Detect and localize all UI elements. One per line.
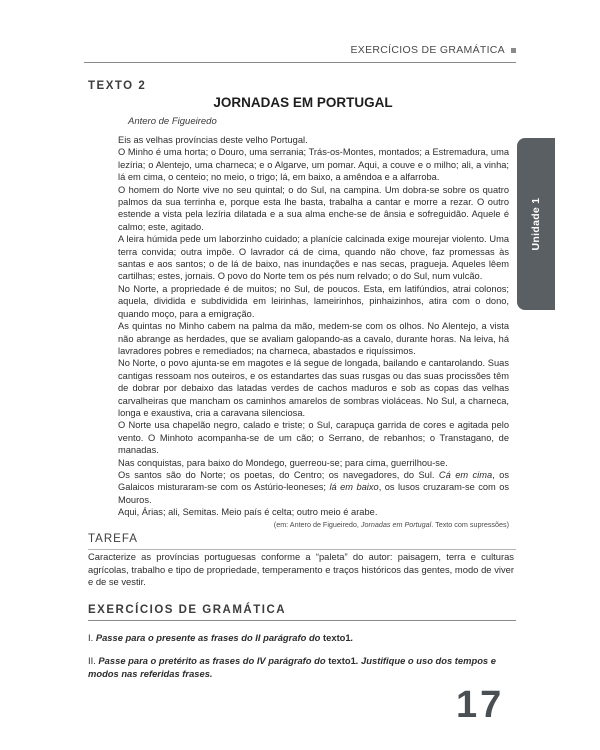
running-header-title: EXERCÍCIOS DE GRAMÁTICA (350, 44, 505, 56)
exercise-1 (88, 632, 518, 645)
citation-book-title: Jornadas em Portugal (360, 520, 432, 529)
paragraph: As quintas no Minho cabem na palma da mão, medem-se com os olhos. No Alentejo, a vista não abrange as herdades, que se avaliam galopando-as a cavalo, durante horas. Na leiva, há lavradores pobres e remediados; na charneca, abastados e riquíssimos. (118, 321, 509, 356)
exercise-2 (88, 655, 518, 680)
paragraph: Eis as velhas províncias deste velho Portugal. (118, 135, 308, 145)
task-text: Caracterize as províncias portuguesas conforme a “paleta” do autor: paisagem, terra e culturas agrícolas, trabalho e tipo de propriedade, temperamento e traços históricos das gentes, modo de viver e de se vestir. (88, 551, 514, 588)
paragraph: O homem do Norte vive no seu quintal; o do Sul, na campina. Um dobra-se sobre os quatro palmos da sua terrinha e, porque esta lhe basta, trabalha a cantar e morre a rezar. O outro estende a vista pela lezíria dilatada e a sua alma enche-se de ânsia e sofreguidão. Aquele é calmo; este, agitado. (118, 184, 509, 232)
task-divider (88, 549, 516, 550)
square-bullet-icon (511, 48, 516, 53)
paragraph-part: , os lusos cruzaram-se com os Mouros. (118, 482, 510, 505)
exercise-instruction-end: . (350, 632, 354, 643)
paragraph-part: Os santos são do Norte; os poetas, do Centro; os navegadores, do Sul. (118, 469, 439, 480)
paragraph-emphasis: lá em baixo (329, 482, 379, 493)
paragraph: O Minho é uma horta; o Douro, uma serrania; Trás-os-Montes, montados; a Estremadura, uma lezíria; o Alentejo, uma charneca; e o Algarve, um pomar. Aqui, a couve e o milho; ali, a vinha; lá em cima, o centeio; no meio, o trigo; lá, em baixo, a amêndoa e a alfarroba. (118, 147, 509, 183)
exercise-number: II. (88, 655, 99, 666)
exercise-instruction: Passe para o presente as frases do II parágrafo do (95, 632, 324, 643)
unit-side-tab-label: Unidade 1 (530, 197, 542, 251)
header-divider (84, 62, 516, 63)
article-title: JORNADAS EM PORTUGAL (213, 95, 393, 110)
paragraph: A leira húmida pede um laborzinho cuidado; a planície calcinada exige mourejar violento. Uma terra convida; outra impõe. O lavrador cá de cima, quando não chove, faz promessas às santas e aos santos; o de lá de baixo, nas inundações e nas secas, pragueja. Aqueles lêem cartilhas; estes, jornais. O povo do Norte tem os pés num relvado; o do Sul, num vulcão. (118, 234, 509, 282)
text-label: TEXTO 2 (88, 80, 147, 92)
paragraph-part: , os Galaicos misturaram-se com os Astúrio-leoneses; (118, 469, 509, 493)
unit-side-tab (517, 138, 555, 310)
source-citation (118, 520, 509, 529)
paragraph: No Norte, o povo ajunta-se em magotes e lá segue de longada, bailando e cantarolando. Suas cantigas ressoam nos outeiros, e os estandartes das suas rusgas ou das suas procissões têm de dobrar por debaixo das latadas verdes de cachos maduros e sob as copas das velhas carvalheiras que mancham os caminhos amarelos de sombras violáceas. No Sul, a charneca, longa e exaustiva, cria a caravana silenciosa. (118, 358, 509, 418)
article-body (118, 134, 509, 519)
page-number: 17 (456, 684, 505, 726)
article-author: Antero de Figueiredo (128, 116, 217, 127)
citation-part: (em: Antero de Figueiredo, (273, 520, 361, 529)
task-heading: TAREFA (88, 533, 138, 545)
paragraph: No Norte, a propriedade é de muitos; no Sul, de poucos. Esta, em latifúndios, atrai colonos; aquela, dividida e subdividida em leirinhas, lameirinhos, pinhaizinhos, atira com o dono, quando moço, para a emigração. (118, 283, 509, 319)
exercise-instruction: Passe para o pretérito as frases do IV parágrafo do (98, 655, 329, 666)
paragraph (118, 469, 509, 506)
exercise-instruction-end: . Justifique o uso dos tempos e modos nas referidas frases. (88, 655, 496, 679)
running-header (350, 44, 516, 56)
grammar-heading: EXERCÍCIOS DE GRAMÁTICA (88, 604, 287, 616)
paragraph: Aqui, Árias; ali, Semitas. Meio país é celta; outro meio é arabe. (118, 507, 378, 518)
exercise-text-reference: texto1 (323, 632, 351, 643)
paragraph: O Norte usa chapelão negro, calado e triste; o Sul, carapuça garrida de cores e agitada pelo vento. O Minhoto acompanha-se de um cão; o Serrano, de rebanhos; o Transtagano, de manadas. (118, 420, 509, 456)
exercise-number: I. (88, 632, 96, 643)
paragraph: Nas conquistas, para baixo do Mondego, guerreou-se; para cima, guerrilhou-se. (118, 457, 448, 468)
paragraph-emphasis: Cá em cima (438, 469, 493, 480)
citation-part: . Texto com supressões) (431, 520, 509, 529)
exercise-text-reference: texto1 (328, 655, 356, 666)
grammar-divider (88, 620, 516, 621)
